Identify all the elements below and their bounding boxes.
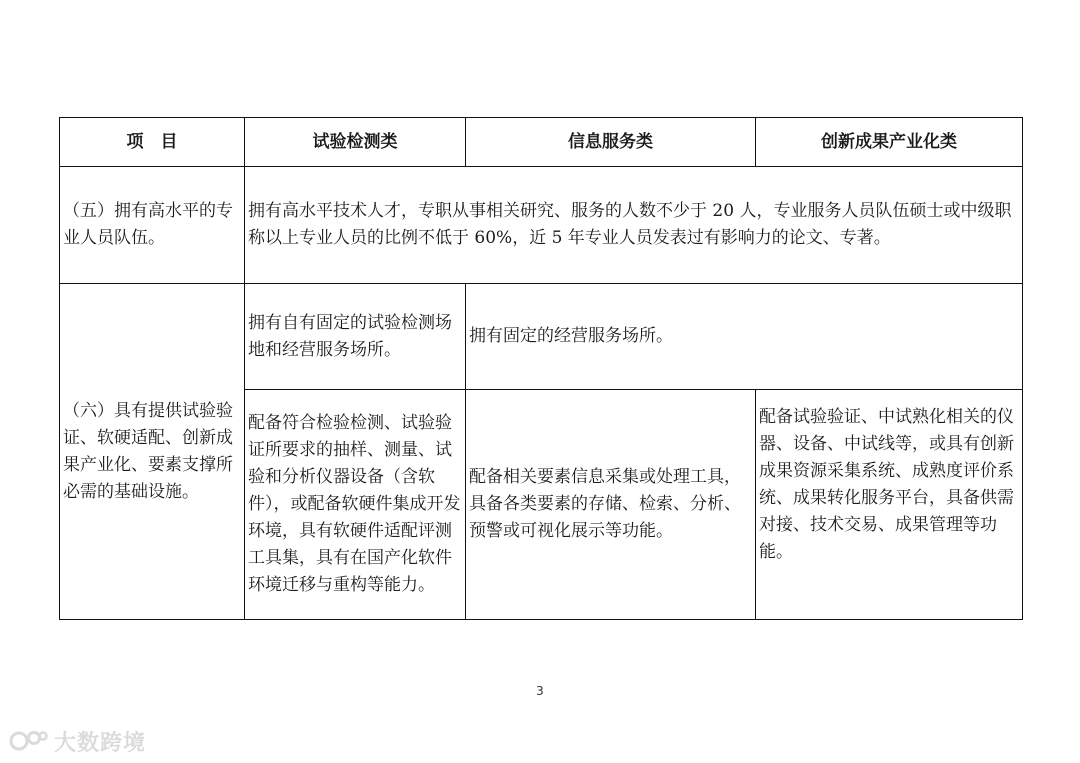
table-row — [60, 167, 1023, 284]
table-row — [60, 284, 1023, 390]
row6-sub2-testing: 配备符合检验检测、试验验证所要求的抽样、测量、试验和分析仪器设备（含软件），或配备软硬件集成开发环境，具有软硬件适配评测工具集，具有在国产化软件环境迁移与重构等能力。 — [248, 413, 461, 595]
row6-sub1-shared-cell — [466, 284, 1023, 390]
watermark — [8, 724, 146, 758]
row5-item-cell — [60, 167, 245, 284]
row5-content-cell — [245, 167, 1023, 284]
header-testing: 试验检测类 — [245, 118, 466, 167]
header-innovation: 创新成果产业化类 — [756, 118, 1023, 167]
watermark-text: 大数跨境 — [54, 730, 147, 756]
row6-sub2-info: 配备相关要素信息采集或处理工具，具备各类要素的存储、检索、分析、预警或可视化展示等功能。 — [469, 467, 741, 541]
row6-sub1-shared: 拥有固定的经营服务场所。 — [469, 326, 673, 346]
row5-content: 拥有高水平技术人才，专职从事相关研究、服务的人数不少于 20 人，专业服务人员队伍硕士或中级职称以上专业人员的比例不低于 60%，近 5 年专业人员发表过有影响力的论文、专著。 — [248, 201, 1012, 248]
row6-sub2-info-cell — [466, 390, 756, 620]
page-number: 3 — [536, 684, 544, 698]
row6-item: （六）具有提供试验验证、软硬适配、创新成果产业化、要素支撑所必需的基础设施。 — [63, 400, 233, 502]
row6-sub2-innovation-cell — [756, 390, 1023, 620]
row6-sub1-testing: 拥有自有固定的试验检测场地和经营服务场所。 — [248, 312, 452, 360]
header-info-service: 信息服务类 — [466, 118, 756, 167]
row6-sub1-testing-cell — [245, 284, 466, 390]
requirements-table — [59, 117, 1023, 620]
header-item: 项 目 — [60, 118, 245, 167]
table-header-row — [60, 118, 1023, 167]
row6-sub2-innovation: 配备试验验证、中试熟化相关的仪器、设备、中试线等，或具有创新成果资源采集系统、成熟度评价系统、成果转化服务平台，具备供需对接、技术交易、成果管理等功能。 — [759, 407, 1014, 562]
brand-logo-icon — [8, 726, 48, 756]
row6-sub2-testing-cell — [245, 390, 466, 620]
row5-item: （五）拥有高水平的专业人员队伍。 — [63, 201, 233, 248]
row6-item-cell — [60, 284, 245, 620]
